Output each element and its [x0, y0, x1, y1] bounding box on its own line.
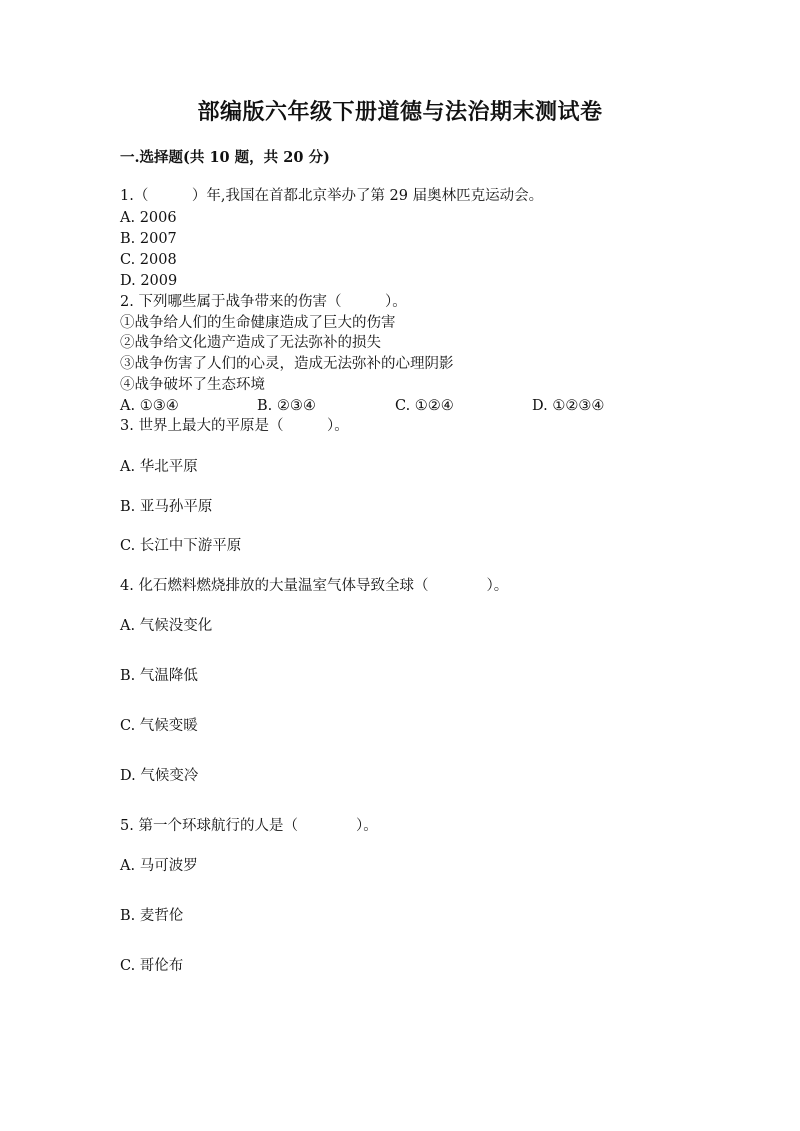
question-3-option-c: C. 长江中下游平原: [120, 538, 242, 554]
question-3-option-b: B. 亚马孙平原: [120, 499, 213, 515]
question-1-stem: 1.（ ）年,我国在首都北京举办了第 29 届奥林匹克运动会。: [120, 188, 544, 204]
exam-title: 部编版六年级下册道德与法治期末测试卷: [197, 99, 603, 125]
question-5-option-b: B. 麦哲伦: [120, 908, 184, 924]
question-2-item-3: ③战争伤害了人们的心灵，造成无法弥补的心理阴影: [120, 356, 454, 372]
question-4-option-b: B. 气温降低: [120, 668, 198, 684]
question-4-stem: 4. 化石燃料燃烧排放的大量温室气体导致全球（ ）。: [120, 578, 509, 594]
question-5-option-c: C. 哥伦布: [120, 958, 184, 974]
question-1-option-d: D. 2009: [120, 273, 178, 289]
question-2-item-1: ①战争给人们的生命健康造成了巨大的伤害: [120, 315, 396, 331]
question-2-stem: 2. 下列哪些属于战争带来的伤害（ ）。: [120, 294, 407, 310]
question-5-option-a: A. 马可波罗: [120, 858, 198, 874]
question-4-option-c: C. 气候变暖: [120, 718, 198, 734]
question-2-option-b: B. ②③④: [257, 398, 316, 414]
question-1-option-b: B. 2007: [120, 231, 177, 247]
question-2-item-2: ②战争给文化遗产造成了无法弥补的损失: [120, 335, 381, 351]
question-2-option-c: C. ①②④: [395, 398, 454, 414]
question-1-option-a: A. 2006: [120, 210, 177, 226]
section-heading: 一.选择题(共 10 题，共 20 分): [120, 149, 330, 166]
question-2-option-a: A. ①③④: [120, 398, 179, 414]
question-4-option-d: D. 气候变冷: [120, 768, 199, 784]
question-1-option-c: C. 2008: [120, 252, 177, 268]
question-2-option-d: D. ①②③④: [532, 398, 605, 414]
question-3-option-a: A. 华北平原: [120, 459, 198, 475]
question-4-option-a: A. 气候没变化: [120, 618, 213, 634]
question-2-item-4: ④战争破坏了生态环境: [120, 377, 265, 393]
question-2-options: [120, 396, 640, 416]
question-3-stem: 3. 世界上最大的平原是（ ）。: [120, 418, 349, 434]
question-5-stem: 5. 第一个环球航行的人是（ ）。: [120, 818, 378, 834]
